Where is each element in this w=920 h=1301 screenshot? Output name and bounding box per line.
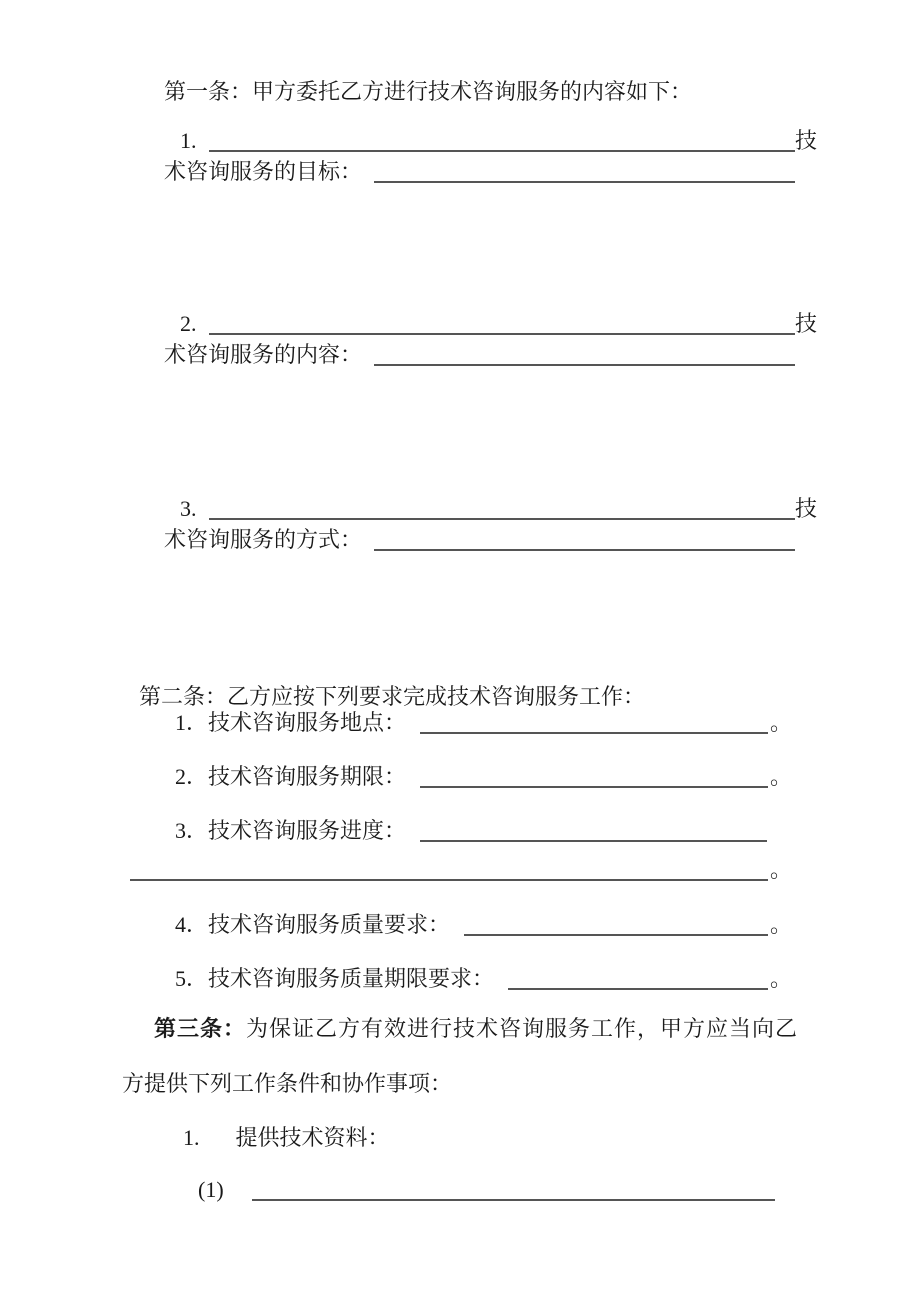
period-mark: 。 bbox=[769, 912, 792, 937]
item-number: 1. bbox=[183, 1125, 200, 1150]
item-label: 术咨询服务的内容： bbox=[164, 342, 363, 367]
period-mark: 。 bbox=[769, 710, 792, 735]
fill-blank-location[interactable] bbox=[420, 709, 768, 734]
fill-blank-quality-term[interactable] bbox=[508, 965, 768, 990]
item-label: 术咨询服务的方式： bbox=[164, 527, 363, 552]
item-label: 技术咨询服务期限： bbox=[208, 764, 407, 789]
item-number: 3. bbox=[180, 496, 197, 521]
period-mark: 。 bbox=[769, 857, 792, 882]
fill-blank-goal[interactable] bbox=[374, 158, 795, 183]
wrap-character: 技 bbox=[794, 496, 817, 521]
period-mark: 。 bbox=[769, 966, 792, 991]
section1-item2-line2 bbox=[164, 341, 795, 369]
item-label: 技术咨询服务质量期限要求： bbox=[208, 966, 495, 991]
section3-heading-line1 bbox=[154, 1015, 798, 1043]
section3-heading-rest: 为保证乙方有效进行技术咨询服务工作，甲方应当向乙 bbox=[246, 1016, 799, 1041]
item-number: 2. bbox=[180, 311, 197, 336]
item-label: 技术咨询服务地点： bbox=[208, 710, 407, 735]
item-number: 1． bbox=[175, 710, 209, 735]
item-label: 提供技术资料： bbox=[235, 1125, 390, 1150]
item-number: 3． bbox=[175, 818, 209, 843]
section1-item1-line2 bbox=[164, 158, 795, 186]
section3-heading-bold: 第三条： bbox=[154, 1016, 247, 1041]
subitem-number: (1) bbox=[198, 1177, 224, 1202]
section2-item2 bbox=[175, 763, 792, 791]
section2-item3-continuation bbox=[130, 856, 792, 884]
wrap-character: 技 bbox=[794, 128, 817, 153]
fill-blank-item2[interactable] bbox=[209, 310, 795, 335]
item-label: 术咨询服务的目标： bbox=[164, 159, 363, 184]
section3-subitem1 bbox=[198, 1176, 775, 1204]
period-mark: 。 bbox=[769, 764, 792, 789]
fill-blank-item1[interactable] bbox=[209, 127, 795, 152]
fill-blank-item3[interactable] bbox=[209, 495, 795, 520]
item-label: 技术咨询服务进度： bbox=[208, 818, 407, 843]
section2-heading: 第二条：乙方应按下列要求完成技术咨询服务工作： bbox=[139, 684, 646, 709]
section1-item3-line2 bbox=[164, 526, 795, 554]
fill-blank-progress[interactable] bbox=[420, 817, 767, 842]
section1-heading: 第一条：甲方委托乙方进行技术咨询服务的内容如下： bbox=[164, 79, 693, 104]
wrap-character: 技 bbox=[794, 311, 817, 336]
fill-blank-progress-continued[interactable] bbox=[130, 856, 768, 881]
section2-item4 bbox=[175, 911, 792, 939]
item-number: 4． bbox=[175, 912, 209, 937]
section2-item3 bbox=[175, 817, 767, 845]
fill-blank-quality[interactable] bbox=[464, 911, 768, 936]
item-label: 技术咨询服务质量要求： bbox=[208, 912, 451, 937]
fill-blank-material-1[interactable] bbox=[252, 1176, 775, 1201]
section1-item3-line1 bbox=[180, 495, 817, 523]
section1-item1-line1 bbox=[180, 127, 817, 155]
section2-item5 bbox=[175, 965, 792, 993]
item-number: 5． bbox=[175, 966, 209, 991]
fill-blank-term[interactable] bbox=[420, 763, 768, 788]
section2-item1 bbox=[175, 709, 792, 737]
fill-blank-content[interactable] bbox=[374, 341, 795, 366]
fill-blank-method[interactable] bbox=[374, 526, 795, 551]
section1-item2-line1 bbox=[180, 310, 817, 338]
section3-heading-line2: 方提供下列工作条件和协作事项： bbox=[122, 1071, 453, 1096]
item-number: 1. bbox=[180, 128, 197, 153]
item-number: 2． bbox=[175, 764, 209, 789]
section3-item1 bbox=[183, 1124, 390, 1152]
